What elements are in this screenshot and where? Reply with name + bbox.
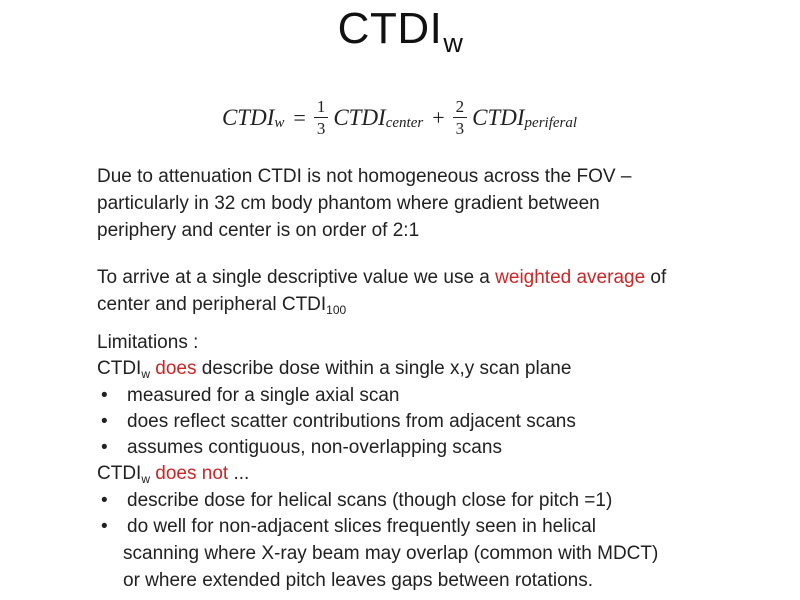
- ctdiw-subscript: w: [141, 472, 150, 486]
- text-line: [97, 291, 757, 320]
- highlighted-text: does: [150, 358, 202, 379]
- formula-lhs-subscript: w: [274, 115, 285, 132]
- formula-term-peripheral: CTDI: [472, 104, 525, 130]
- fraction-denominator: 3: [316, 118, 326, 138]
- bullet-icon: •: [101, 411, 108, 432]
- text-line: Due to attenuation CTDI is not homogeneous across the FOV –: [97, 166, 632, 187]
- formula-lhs: CTDI: [221, 104, 275, 130]
- paragraph-attenuation: [97, 163, 757, 244]
- bullet-item: [97, 488, 757, 514]
- ctdiw-does-line: [97, 356, 757, 383]
- ctdiw-formula: [0, 97, 800, 138]
- fraction-numerator: 1: [314, 97, 329, 118]
- bullet-text: measured for a single axial scan: [127, 385, 400, 406]
- text-segment: describe dose within a single x,y scan plane: [201, 358, 572, 379]
- highlighted-text: weighted average: [495, 267, 646, 288]
- bullet-text: assumes contiguous, non-overlapping scans: [127, 437, 502, 458]
- formula-peripheral-subscript: periferal: [524, 115, 578, 132]
- limitations-heading: Limitations :: [97, 332, 199, 353]
- body-text: [97, 163, 757, 594]
- formula-term-center: CTDI: [333, 104, 386, 130]
- fraction-two-thirds: [453, 97, 468, 138]
- bullet-continuation-line: or where extended pitch leaves gaps between rotations.: [123, 570, 594, 591]
- equals-sign: =: [293, 104, 306, 130]
- bullet-item: [97, 514, 757, 540]
- text-line: particularly in 32 cm body phantom where gradient between: [97, 193, 600, 214]
- bullet-item: [97, 409, 757, 435]
- fraction-numerator: 2: [453, 97, 468, 118]
- title-base: CTDI: [337, 4, 443, 53]
- text-line: periphery and center is on order of 2:1: [97, 220, 420, 241]
- text-segment: To arrive at a single descriptive value we use a: [97, 267, 496, 288]
- bullet-icon: •: [101, 437, 108, 458]
- page-title: [0, 4, 800, 58]
- ctdiw-subscript: w: [141, 367, 150, 381]
- bullet-text: does reflect scatter contributions from adjacent scans: [127, 411, 576, 432]
- paragraph-weighted-average: [97, 264, 757, 320]
- text-segment: center and peripheral CTDI: [97, 294, 327, 315]
- bullet-icon: •: [101, 385, 108, 406]
- bullet-item: [97, 435, 757, 461]
- ctdiw-does-not-line: [97, 461, 757, 488]
- bullet-continuation-line: scanning where X-ray beam may overlap (common with MDCT): [123, 543, 659, 564]
- highlighted-text: does not: [150, 463, 234, 484]
- text-line: [97, 264, 757, 291]
- ctdi100-subscript: 100: [326, 303, 347, 317]
- text-segment: CTDI: [97, 463, 142, 484]
- fraction-denominator: 3: [455, 118, 465, 138]
- bullet-icon: •: [101, 490, 108, 511]
- bullet-text: do well for non-adjacent slices frequently seen in helical: [127, 516, 596, 537]
- limitations-section: [97, 330, 757, 594]
- title-subscript: w: [443, 28, 464, 58]
- text-segment: ...: [233, 463, 250, 484]
- bullet-text: describe dose for helical scans (though close for pitch =1): [127, 490, 613, 511]
- formula-center-subscript: center: [385, 115, 424, 132]
- bullet-item: [97, 383, 757, 409]
- text-segment: CTDI: [97, 358, 142, 379]
- text-segment: of: [645, 267, 667, 288]
- bullet-icon: •: [101, 516, 108, 537]
- plus-sign: +: [432, 104, 445, 130]
- fraction-one-third: [314, 97, 329, 138]
